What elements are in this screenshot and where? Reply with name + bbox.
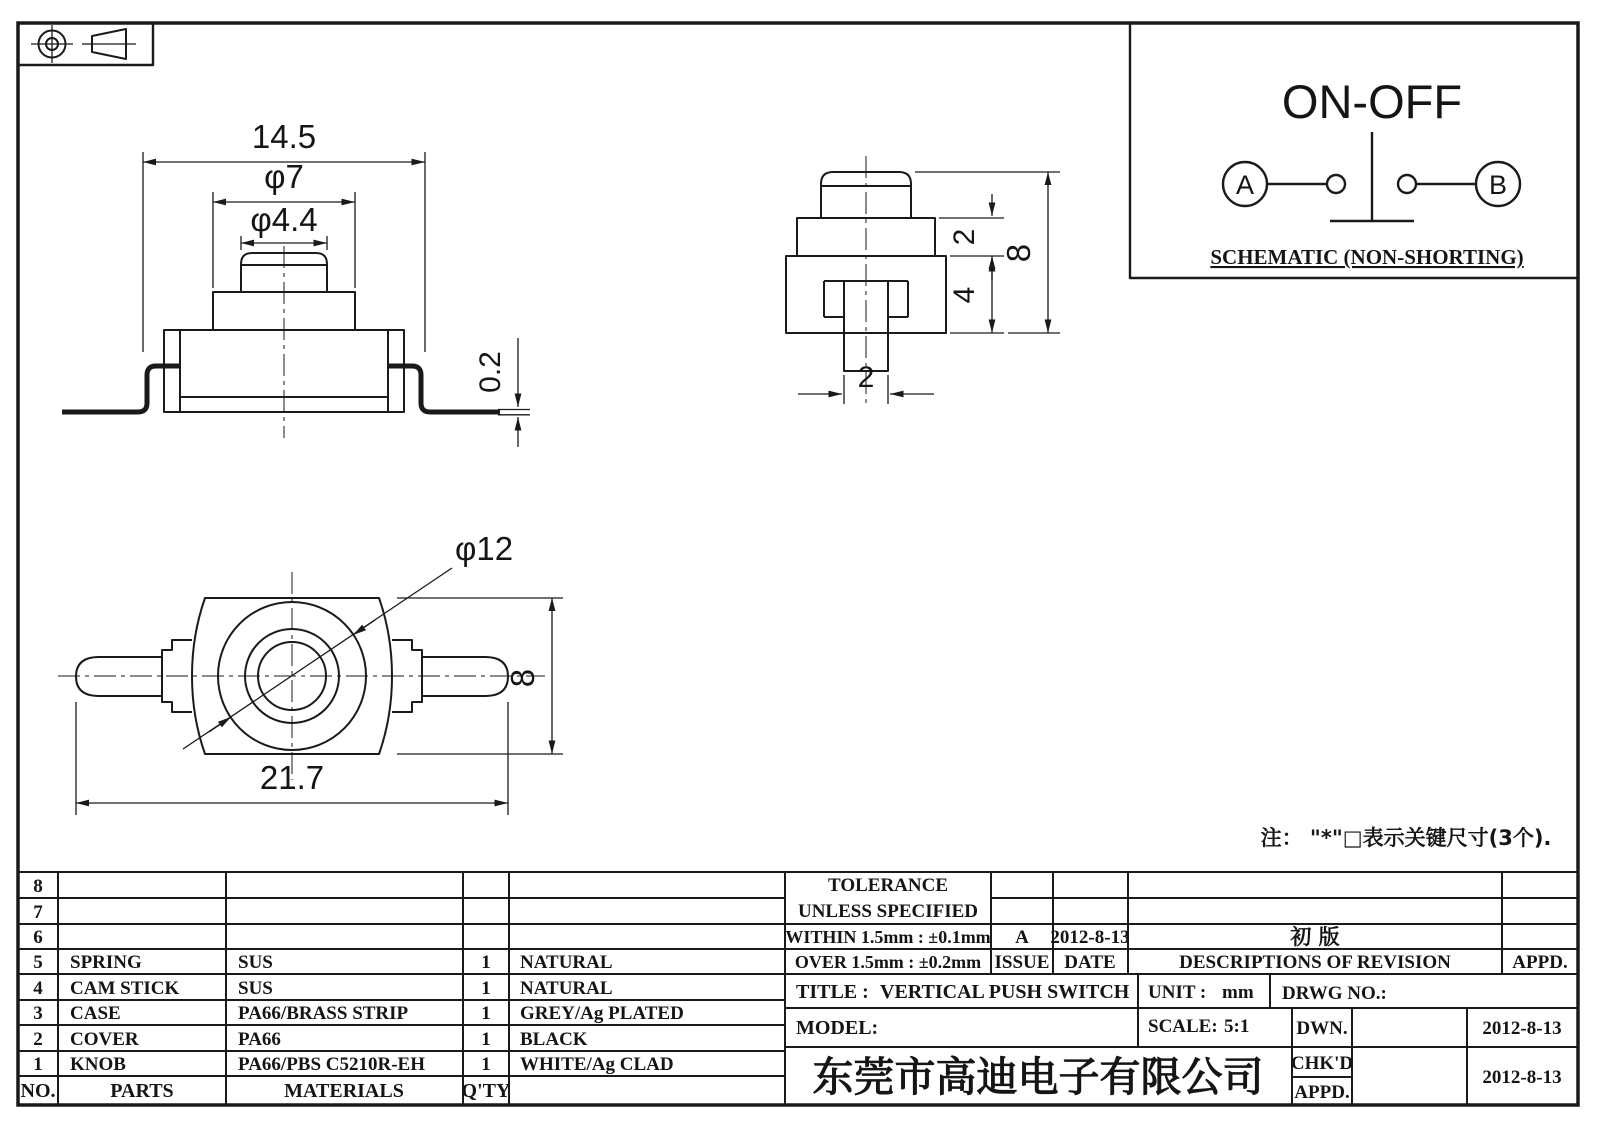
model-label: MODEL: xyxy=(796,1017,879,1039)
top-view xyxy=(58,530,563,815)
schematic-box xyxy=(1130,23,1578,278)
tolerance-subtitle: UNLESS SPECIFIED xyxy=(797,901,979,922)
part-material: PA66/PBS C5210R-EH xyxy=(238,1054,426,1075)
revision-description: 初 版 xyxy=(1290,925,1340,949)
terminal-a-label: A xyxy=(1235,170,1255,200)
part-qty: 1 xyxy=(481,1003,491,1024)
dim-label: 8 xyxy=(1000,243,1037,263)
part-qty: 1 xyxy=(481,952,491,973)
dim-label: 2 xyxy=(948,228,981,246)
part-qty: 1 xyxy=(481,1029,491,1050)
row-no: 7 xyxy=(33,902,43,923)
date-header: DATE xyxy=(1064,952,1116,973)
company-name: 东莞市高迪电子有限公司 xyxy=(812,1053,1264,1101)
row-no: 4 xyxy=(33,978,43,999)
issue-header: ISSUE xyxy=(994,952,1050,973)
part-color: NATURAL xyxy=(520,952,613,973)
row-no: 5 xyxy=(33,952,43,973)
part-name: KNOB xyxy=(70,1054,126,1075)
row-no: 6 xyxy=(33,927,43,948)
scale-value: 5:1 xyxy=(1224,1016,1250,1037)
appd-label: APPD. xyxy=(1294,1082,1350,1103)
part-material: PA66/BRASS STRIP xyxy=(238,1003,409,1024)
terminal-b-label: B xyxy=(1488,170,1508,200)
dwn-date: 2012-8-13 xyxy=(1482,1018,1562,1039)
row-no: 1 xyxy=(33,1054,43,1075)
dim-step-height xyxy=(939,194,1004,280)
part-color: NATURAL xyxy=(520,978,613,999)
header-qty: Q'TY xyxy=(461,1080,511,1102)
schematic-title: ON-OFF xyxy=(1281,75,1463,128)
dim-total-height xyxy=(915,172,1060,333)
chkd-label: CHK'D xyxy=(1290,1053,1354,1074)
side-view xyxy=(786,156,1060,408)
scale-label: SCALE: xyxy=(1148,1016,1218,1037)
part-color: WHITE/Ag CLAD xyxy=(520,1054,674,1075)
tolerance-title: TOLERANCE xyxy=(827,875,949,896)
key-dimension-note: 注： "*"□表示关键尺寸(3个). xyxy=(1260,826,1552,850)
part-name: CAM STICK xyxy=(70,978,180,999)
dim-boss-diameter xyxy=(183,530,513,749)
header-parts: PARTS xyxy=(110,1080,174,1102)
part-material: SUS xyxy=(238,978,273,999)
tolerance-over: OVER 1.5mm : ±0.2mm xyxy=(794,952,982,972)
dim-knob-diameter xyxy=(241,201,327,250)
part-color: BLACK xyxy=(520,1029,588,1050)
row-no: 8 xyxy=(33,876,43,897)
revision-date: 2012-8-13 xyxy=(1050,927,1130,948)
header-materials: MATERIALS xyxy=(284,1080,404,1102)
dim-body-height xyxy=(948,256,1004,333)
schematic-caption: SCHEMATIC (NON-SHORTING) xyxy=(1210,245,1524,269)
part-material: SUS xyxy=(238,952,273,973)
front-view xyxy=(62,118,530,447)
part-name: SPRING xyxy=(70,952,142,973)
title-value: VERTICAL PUSH SWITCH xyxy=(880,981,1130,1003)
part-material: PA66 xyxy=(238,1029,281,1050)
part-qty: 1 xyxy=(481,1054,491,1075)
part-name: COVER xyxy=(70,1029,139,1050)
chkd-date: 2012-8-13 xyxy=(1482,1067,1562,1088)
part-color: GREY/Ag PLATED xyxy=(520,1003,684,1024)
header-no: NO. xyxy=(20,1080,56,1102)
left-terminal-lead xyxy=(62,366,180,412)
dim-label: 14.5 xyxy=(251,118,317,155)
dim-label: 4 xyxy=(948,286,981,304)
dim-terminal-thickness xyxy=(474,338,530,447)
unit-value: mm xyxy=(1222,982,1254,1003)
row-no: 3 xyxy=(33,1003,43,1024)
dim-label: 8 xyxy=(504,668,541,688)
unit-label: UNIT : xyxy=(1148,982,1207,1003)
dim-label: 21.7 xyxy=(259,759,325,796)
dim-label: φ4.4 xyxy=(250,201,318,238)
dim-label: 0.2 xyxy=(474,351,507,393)
dwn-label: DWN. xyxy=(1296,1018,1348,1039)
parts-table xyxy=(21,876,684,1102)
switch-symbol xyxy=(1223,132,1520,221)
descriptions-header: DESCRIPTIONS OF REVISION xyxy=(1179,952,1451,973)
schematic-panel xyxy=(1130,23,1578,278)
part-qty: 1 xyxy=(481,978,491,999)
cone-symbol-icon xyxy=(82,29,136,59)
title-block xyxy=(785,875,1567,1103)
revision-issue: A xyxy=(1015,927,1029,948)
title-label: TITLE : xyxy=(796,981,869,1003)
dim-label: φ7 xyxy=(264,158,304,195)
appd-header: APPD. xyxy=(1512,952,1568,973)
drwg-no-label: DRWG NO.: xyxy=(1282,983,1387,1004)
tolerance-within: WITHIN 1.5mm : ±0.1mm xyxy=(785,927,991,947)
dim-label: 2 xyxy=(857,361,875,394)
row-no: 2 xyxy=(33,1029,43,1050)
part-name: CASE xyxy=(70,1003,121,1024)
projection-symbol xyxy=(18,23,153,65)
dim-stem-width xyxy=(798,361,934,404)
dim-label: φ12 xyxy=(454,530,514,567)
target-symbol-icon xyxy=(31,25,73,63)
